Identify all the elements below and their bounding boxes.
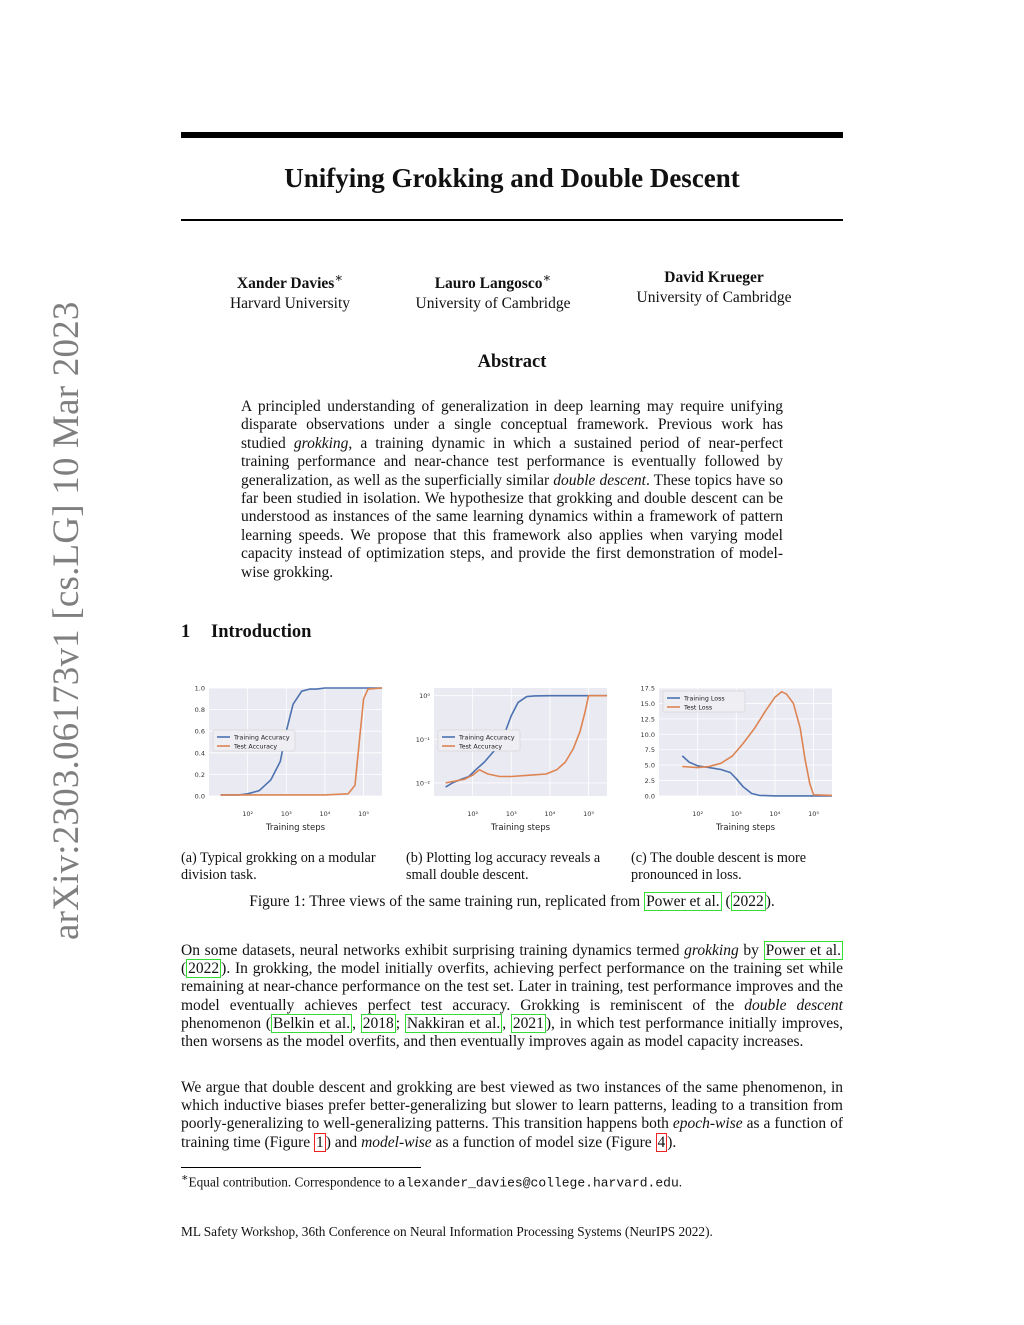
legend-label: Training Accuracy: [234, 734, 290, 742]
footnote: [181, 1171, 843, 1190]
footnote-text: Equal contribution. Correspondence to: [188, 1174, 398, 1190]
subcaption-c: (c) The double descent is more pronounced in loss.: [631, 850, 807, 883]
intro-paragraph-2: [181, 1079, 843, 1152]
x-tick-label: 10⁴: [769, 810, 781, 818]
y-tick-label: 0.8: [194, 706, 205, 715]
x-tick-label: 10⁴: [319, 810, 331, 818]
chart-a: [182, 678, 392, 838]
citation-year-link[interactable]: 2022: [732, 893, 764, 910]
figure-panel-b: [407, 678, 617, 838]
figure-caption: Figure 1: Three views of the same training run, replicated from Power et al. ( 2022 ).: [249, 893, 775, 910]
y-tick-label: 15.0: [640, 699, 655, 708]
caption-text: .: [770, 893, 775, 910]
abstract-emphasis: grokking: [293, 434, 349, 452]
chart-c: [632, 678, 842, 838]
subcaption-a: (a) Typical grokking on a modular division task.: [181, 850, 376, 883]
citation-link[interactable]: Belkin et al.: [273, 1014, 351, 1032]
intro-paragraph-1: On some datasets, neural networks exhibit surprising training dynamics termed grokking by Power et al. ( 2022 ). In grokking, the model initially overfits, achieving perfect performance on the training set while remaining at near-chance performance on the test set. Later in training, test performance improves and the model eventually achieves perfect test accuracy. Grokking is reminiscent of the double descent phenomenon ( Belkin et al. , 2018 ; Nakkiran et al. , 2021 ), in which test performance initially improves, then worsens as the model overfits, and then eventually improves again as model capacity increases.: [181, 942, 844, 1051]
abstract-text: . These topics have so far been studied in isolation. We hypothesize that grokking and double descent can be understood as instances of the same learning dynamics within a framework of pattern learning speeds. We propose that this framework also applies when varying model capacity instead of optimization steps, and provide the first demonstration of model-wise grokking.: [241, 471, 783, 581]
author-affiliation: Harvard University: [229, 295, 351, 313]
body-text: ).: [667, 1133, 677, 1151]
body-emphasis: epoch-wise: [672, 1115, 743, 1133]
body-text: phenomenon (: [181, 1014, 271, 1032]
abstract-body: [241, 398, 783, 582]
section-heading: [181, 622, 311, 643]
body-emphasis: grokking: [684, 942, 739, 959]
body-emphasis: double descent: [744, 996, 843, 1014]
footnote-text: .: [678, 1174, 683, 1190]
footnote-mark: ∗: [181, 1172, 189, 1184]
x-tick-label: 10³: [505, 810, 517, 818]
citation-link[interactable]: Power et al.: [646, 893, 720, 910]
author-name: Xander Davies: [236, 275, 335, 293]
x-tick-label: 10⁵: [808, 810, 820, 818]
citation-link[interactable]: Nakkiran et al.: [406, 1014, 501, 1032]
x-tick-label: 10³: [280, 810, 292, 818]
author-block: [383, 268, 603, 314]
y-tick-label: 2.5: [644, 777, 655, 786]
body-text: as a function of training time (Figure: [181, 1115, 843, 1151]
venue-footer: ML Safety Workshop, 36th Conference on Neural Information Processing Systems (NeurIPS 2022).: [181, 1224, 713, 1239]
figure-panel-a: [182, 678, 392, 838]
author-name: Lauro Langosco: [434, 275, 543, 293]
author-mark: ∗: [542, 270, 552, 285]
y-tick-label: 17.5: [640, 684, 655, 693]
legend-label: Test Accuracy: [459, 743, 503, 751]
body-text: ), in which test performance initially improves, then worsens as the model overfits, and then eventually improves again as model capacity increases.: [181, 1014, 844, 1051]
author-affiliation: University of Cambridge: [415, 295, 571, 313]
body-emphasis: model-wise: [361, 1133, 432, 1151]
author-affiliation: University of Cambridge: [636, 289, 792, 306]
abstract-emphasis: double descent: [553, 471, 646, 489]
author-block: [180, 268, 400, 314]
title-bottom-rule: [181, 219, 843, 221]
x-tick-label: 10⁵: [358, 810, 370, 818]
y-tick-label: 0.4: [194, 749, 205, 758]
y-tick-label: 0.0: [194, 792, 205, 801]
x-tick-label: 10⁴: [544, 810, 556, 818]
citation-link[interactable]: Power et al.: [765, 942, 841, 959]
abstract-text: A principled understanding of generalization in deep learning may require unifying disparate observations under a single conceptual framework. Previous work has studied: [241, 398, 783, 452]
y-tick-label: 10⁻²: [415, 779, 430, 788]
section-number: 1: [181, 622, 191, 642]
y-tick-label: 0.6: [194, 727, 205, 736]
y-tick-label: 10⁻¹: [415, 735, 430, 744]
figure-ref-link[interactable]: 1: [316, 1133, 324, 1151]
footnote-email[interactable]: alexander_davies@college.harvard.edu: [397, 1175, 679, 1191]
legend-label: Test Loss: [684, 704, 713, 712]
arxiv-side-label: arXiv:2303.06173v1 [cs.LG] 10 Mar 2023: [46, 301, 87, 940]
x-axis-label: Training steps: [490, 823, 551, 833]
author-block: [604, 268, 824, 308]
chart-b: [407, 678, 617, 838]
x-tick-label: 10⁵: [583, 810, 595, 818]
citation-year-link[interactable]: 2022: [188, 960, 220, 978]
body-text: . In grokking, the model initially overfits, achieving perfect performance on the training set while remaining at near-chance performance on the test set. Later in training, test performance improves and the model eventually achieves perfect test accuracy. Grokking is reminiscent of the: [181, 960, 843, 1014]
y-tick-label: 0.0: [644, 792, 655, 801]
body-text: On some datasets, neural networks exhibit surprising training dynamics termed: [181, 942, 685, 959]
abstract-heading: Abstract: [477, 352, 547, 372]
x-tick-label: 10²: [242, 810, 254, 818]
y-tick-label: 5.0: [644, 761, 655, 770]
subcaption-b: (b) Plotting log accuracy reveals a small double descent.: [406, 850, 601, 883]
legend-label: Test Accuracy: [234, 743, 278, 751]
section-title: Introduction: [211, 622, 312, 642]
x-tick-label: 10²: [467, 810, 479, 818]
paper-title: Unifying Grokking and Double Descent: [284, 163, 740, 193]
figure-panel-c: [632, 678, 842, 838]
caption-text: Figure 1: Three views of the same training run, replicated from: [249, 893, 645, 910]
body-text: We argue that double descent and grokking are best viewed as two instances of the same phenomenon, in which inductive biases prefer better-generalizing but slower to learn patterns, leading to a transition from poorly-generalizing to well-generalizing patterns. This transition happens both: [181, 1079, 843, 1133]
legend-label: Training Loss: [684, 695, 725, 703]
author-mark: ∗: [334, 270, 344, 285]
y-tick-label: 12.5: [640, 715, 655, 724]
y-tick-label: 10⁰: [419, 692, 430, 701]
x-tick-label: 10²: [692, 810, 704, 818]
x-tick-label: 10³: [730, 810, 742, 818]
citation-year-link[interactable]: 2021: [512, 1014, 544, 1032]
footnote-rule: [181, 1167, 421, 1168]
x-axis-label: Training steps: [265, 823, 326, 833]
figure-ref-link[interactable]: 4: [657, 1133, 666, 1151]
x-axis-label: Training steps: [715, 823, 776, 833]
y-tick-label: 10.0: [640, 730, 655, 739]
abstract-text: , a training dynamic in which a sustained period of near-perfect training performance and near-chance test performance is eventually followed by generalization, as well as the superficially similar: [241, 434, 784, 489]
y-tick-label: 0.2: [194, 770, 205, 779]
author-name: David Krueger: [664, 269, 764, 286]
legend-label: Training Accuracy: [459, 734, 515, 742]
body-text: as a function of model size (Figure: [431, 1133, 656, 1151]
body-text: by: [738, 942, 764, 959]
body-text: ) and: [325, 1133, 362, 1151]
citation-year-link[interactable]: 2018: [362, 1014, 394, 1032]
title-top-rule: [181, 132, 843, 138]
y-tick-label: 7.5: [644, 746, 655, 755]
y-tick-label: 1.0: [194, 684, 205, 693]
